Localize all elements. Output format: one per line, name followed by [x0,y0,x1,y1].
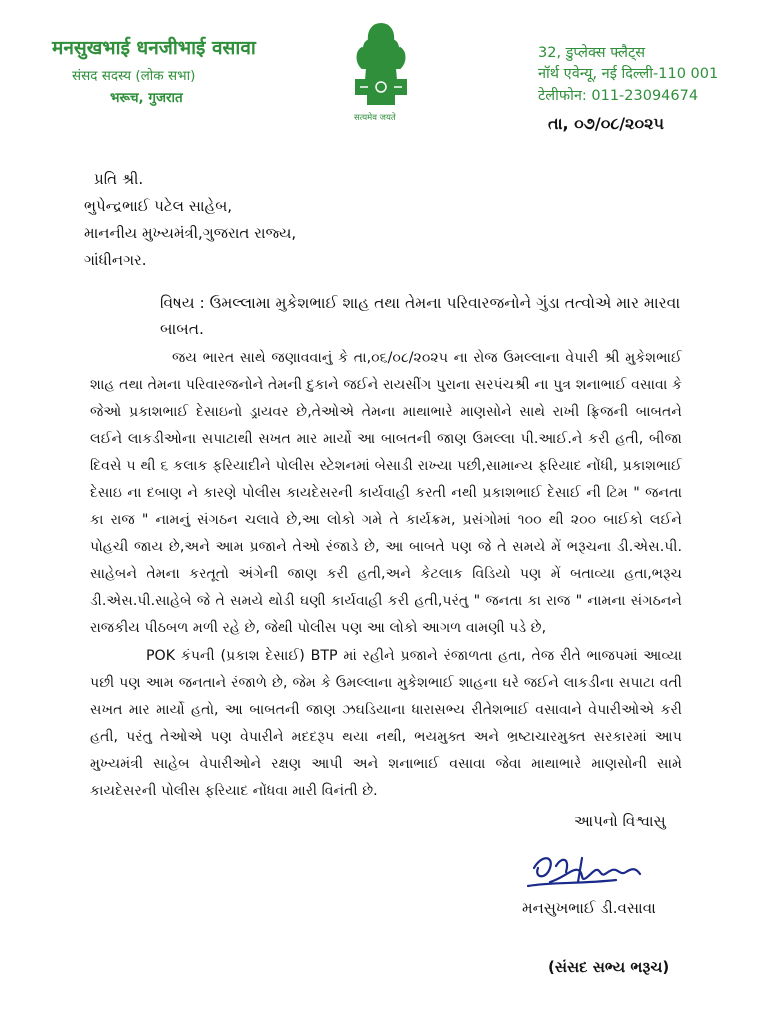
body-paragraph-1 [90,345,682,642]
signer-name: મનસુખભાઈ ડી.વસાવા [522,899,656,917]
signer-role: (સંસદ સભ્ય ભરૂચ) [548,958,670,976]
recipient-line-3: માનનીય મુખ્યમંત્રી,ગુજરાત રાજ્ય, [84,224,297,242]
recipient-line-1: પ્રતિ શ્રી. [94,170,144,188]
subject-label: વિષય : [160,294,205,312]
subject-text: ઉમલ્લામા મુકેશભાઈ શાહ તથા તેમના પરિવારજનોને ગુંડા તત્વોએ માર મારવા બાબત. [160,294,681,338]
recipient-line-4: ગાંધીનગર. [84,251,147,269]
address-line-2: नॉर्थ एवेन्यू, नई दिल्ली-110 001 [538,66,719,82]
closing-salutation: આપનો વિશ્વાસુ [574,812,666,830]
signature-image [520,838,680,898]
address-line-1: 32, डुप्लेक्स फ्लैट्स [538,45,646,61]
letter-date: તા, ૦૭/૦૮/૨૦૨૫ [548,114,664,133]
recipient-line-2: ભુપેન્દ્રભાઈ પટેલ સાહેબ, [84,197,233,215]
subject [160,290,700,342]
address-line-3: टेलीफोन: 011-23094674 [538,88,699,104]
body-paragraph-2 [90,643,682,805]
paragraph-2-text: POK કંપની (પ્રકાશ દેસાઈ) BTP માં રહીને પ્રજાને રંજાળતા હતા, તેજ રીતે ભાજપમાં આવ્યા પછી પણ આમ જનતાને રંજાળે છે, જેમ કે ઉમલ્લાના મુકેશભાઈ શાહના ઘરે જઈને લાકડીના સપાટા વતી સખત માર માર્યો હતો, આ બાબતની જાણ ઝઘડિયાના ધારાસભ્ય રીતેશભાઈ વસાવાને વેપારીઓએ કરી હતી, પરંતુ તેઓએ પણ વેપારીને મદદરૂપ થયા નથી, ભયમુક્ત અને ભ્રષ્ટાચારમુક્ત સરકારમાં આપ મુખ્યમંત્રી સાહેબ વેપારીઓને રક્ષણ આપી અને શનાભાઈ વસાવા જેવા માથાભારે માણસોની સામે કાયદેસરની પોલીસ ફરિયાદ નોંધવા મારી વિનંતી છે. [90,648,682,799]
paragraph-1-text: જય ભારત સાથે જણાવવાનું કે તા,૦૬/૦૮/૨૦૨૫ ના રોજ ઉમલ્લાના વેપારી શ્રી મુકેશભાઈ શાહ તથા તેમના પરિવારજનોને તેમની દુકાને જઈને રાયસીંગ પુરાના સરપંચશ્રી ના પુત્ર શનાભાઈ વસાવા કે જેઓ પ્રકાશભાઈ દેસાઇનો ડ્રાયવર છે,તેઓએ તેમના માથાભારે માણસોને સાથે રાખી ફ્રિજની બાબતને લઈને લાકડીઓના સપાટાથી સખત માર માર્યો આ બાબતની જાણ ઉમલ્લા પી.આઈ.ને કરી હતી, બીજા દિવસે ૫ થી ૬ કલાક ફરિયાદીને પોલીસ સ્ટેશનમાં બેસાડી રાખ્યા પછી,સામાન્ય ફરિયાદ નોંધી, પ્રકાશભાઈ દેસાઇ ના દબાણ ને કારણે પોલીસ કાયદેસરની કાર્યવાહી કરતી નથી પ્રકાશભાઈ દેસાઈ ની ટિમ " જનતા કા રાજ " નામનું સંગઠન ચલાવે છે,આ લોકો ગમે તે કાર્યક્રમ, પ્રસંગોમાં ૧૦૦ થી ૨૦૦ બાઈકો લઈને પોહચી જાય છે,અને આમ પ્રજાને તેઓ રંજાડે છે, આ બાબતે પણ જે તે સમયે મેં ભરૂચના ડી.એસ.પી. સાહેબને તેમના કરતૂતો અંગેની જાણ કરી હતી,અને કેટલાક વિડિયો પણ મેં બતાવ્યા હતા,ભરૂચ ડી.એસ.પી.સાહેબે જે તે સમયે થોડી ઘણી કાર્યવાહી કરી હતી,પરંતુ " જનતા કા રાજ " નામના સંગઠનને રાજકીય પીઠબળ મળી રહે છે, જેથી પોલીસ પણ આ લોકો આગળ વામણી પડે છે, [90,350,682,636]
sender-name: मनसुखभाई धनजीभाई वसावा [52,37,256,59]
emblem-motto: सत्यमेव जयते [354,113,396,123]
national-emblem-icon [338,18,424,126]
sender-place: भरूच, गुजरात [110,90,183,106]
sender-designation: संसद सदस्य (लोक सभा) [72,68,196,84]
